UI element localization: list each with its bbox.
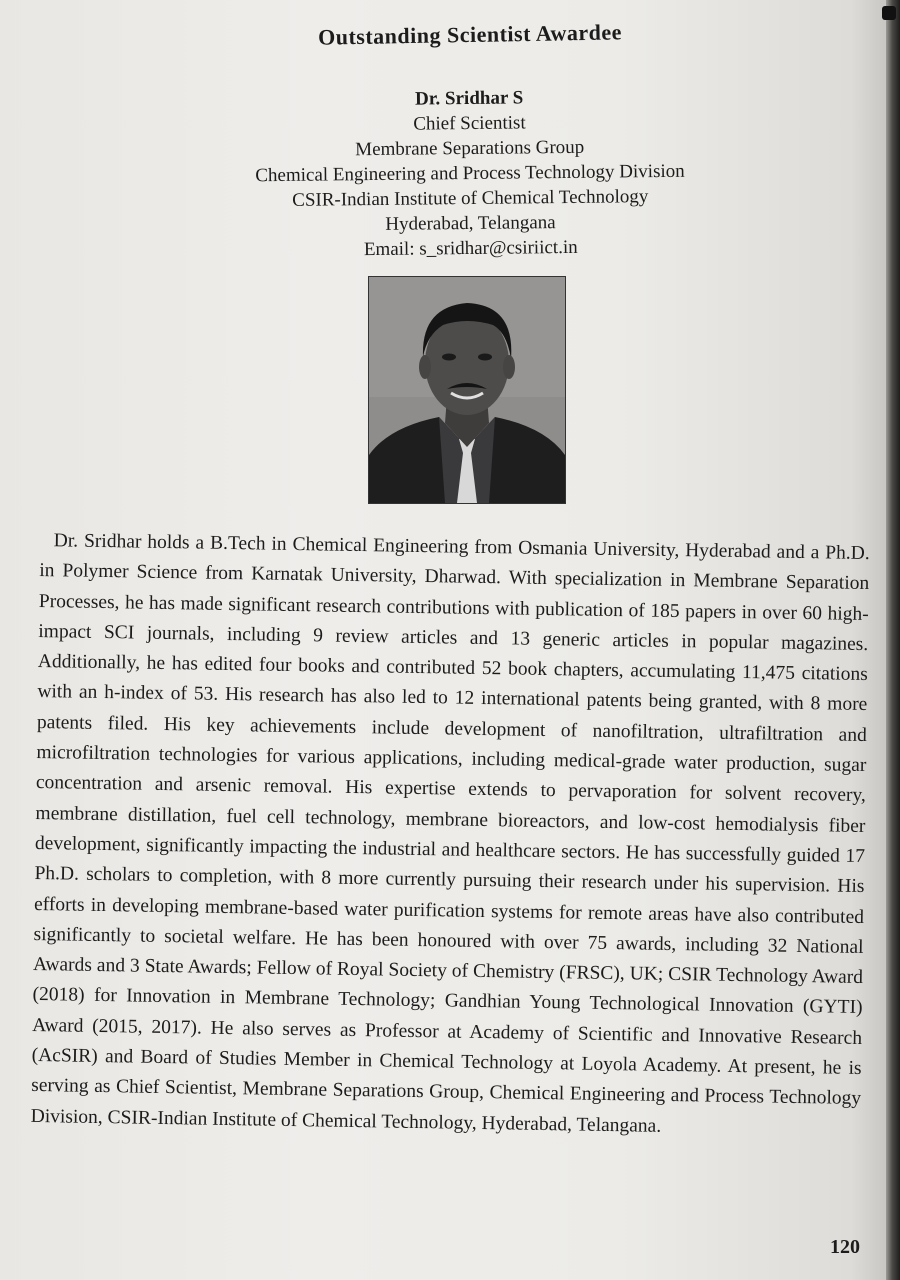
portrait-illustration <box>369 277 565 503</box>
page-corner <box>882 6 896 20</box>
page-number: 120 <box>830 1236 860 1258</box>
awardee-location: Hyderabad, Telangana <box>385 212 556 235</box>
awardee-designation: Chief Scientist <box>413 112 526 135</box>
awardee-email: Email: s_sridhar@csiriict.in <box>363 236 578 261</box>
awardee-info <box>0 81 900 266</box>
page-title: Outstanding Scientist Awardee <box>317 19 623 50</box>
biography-text <box>30 526 869 1145</box>
awardee-division: Chemical Engineering and Process Technology Division <box>255 160 685 187</box>
awardee-institute: CSIR-Indian Institute of Chemical Technology <box>292 186 649 211</box>
portrait-photo <box>368 276 566 504</box>
awardee-name: Dr. Sridhar S <box>414 87 524 110</box>
awardee-group: Membrane Separations Group <box>355 136 585 161</box>
page-edge <box>886 0 900 1280</box>
biography-paragraph: Dr. Sridhar holds a B.Tech in Chemical Engineering from Osmania University, Hyderabad and a Ph.D. in Polymer Science from Karnatak University, Dharwad. With specialization in Membrane Separation Processes, he has made significant research contributions with publication of 185 papers in over 60 high-impact SCI journals, including 9 review articles and 13 generic articles in popular magazines. Additionally, he has edited four books and contributed 52 book chapters, accumulating 11,475 citations with an h-index of 53. His research has also led to 12 international patents being granted, with 8 more patents filed. His key achievements include development of nanofiltration, ultrafiltration and microfiltration technologies for various applications, including medical-grade water production, sugar concentration and arsenic removal. His expertise extends to pervaporation for solvent recovery, membrane distillation, fuel cell technology, membrane bioreactors, and low-cost hemodialysis fiber development, significantly impacting the industrial and healthcare sectors. He has successfully guided 17 Ph.D. scholars to completion, with 8 more currently pursuing their research under his supervision. His efforts in developing membrane-based water purification systems for remote areas have also contributed significantly to societal welfare. He has been honoured with over 75 awards, including 32 National Awards and 3 State Awards; Fellow of Royal Society of Chemistry (FRSC), UK; CSIR Technology Award (2018) for Innovation in Membrane Technology; Gandhian Young Technological Innovation (GYTI) Award (2015, 2017). He also serves as Professor at Academy of Scientific and Innovative Research (AcSIR) and Board of Studies Member in Chemical Technology at Loyola Academy. At present, he is serving as Chief Scientist, Membrane Separations Group, Chemical Engineering and Process Technology Division, CSIR-Indian Institute of Chemical Technology, Hyderabad, Telangana. <box>30 530 870 1137</box>
